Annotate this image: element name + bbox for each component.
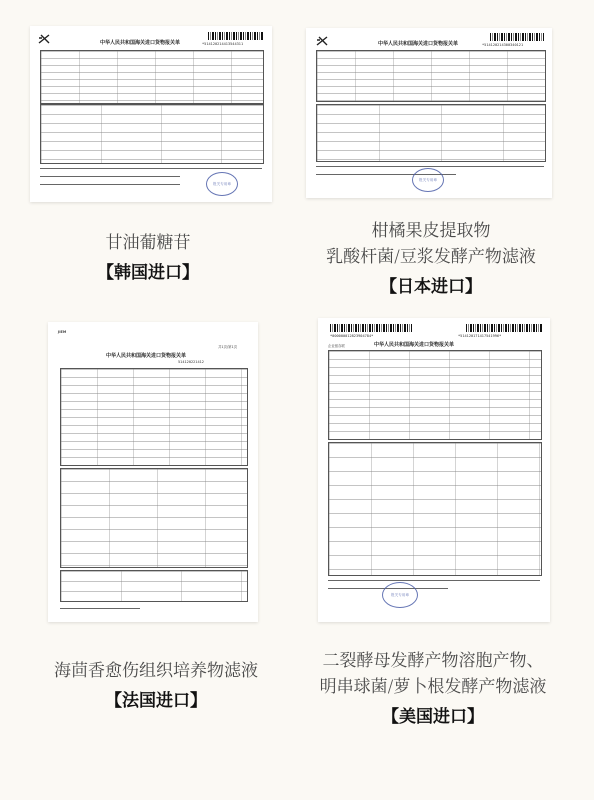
barcode: [490, 33, 544, 41]
customs-declaration-usa: [318, 318, 550, 622]
goods-table: [60, 468, 248, 568]
customs-declaration-france: [48, 322, 258, 622]
origin-label: 【法国进口】: [105, 691, 207, 711]
document-title: 中华人民共和国海关进口货物报关单: [374, 342, 455, 348]
document-title: 中华人民共和国海关进口货物报关单: [378, 41, 459, 47]
form-grid: [40, 50, 264, 104]
goods-table: [316, 104, 546, 162]
goods-table: [328, 442, 542, 576]
product-caption: [30, 660, 282, 682]
product-caption: [40, 232, 256, 254]
origin-label: 【日本进口】: [380, 277, 482, 297]
origin-label: 【韩国进口】: [97, 263, 199, 283]
customs-declaration-korea: [30, 26, 272, 202]
divider: [40, 176, 180, 177]
footer-table: [60, 570, 248, 602]
caption-line: 甘油葡糖苷: [105, 233, 191, 253]
divider: [316, 166, 544, 167]
customs-emblem-icon: [38, 34, 50, 44]
header-right: 共1页/第1页: [218, 345, 238, 349]
document-number-2: *514120171417541996*: [458, 334, 502, 338]
document-number: *514120214413544311: [202, 42, 244, 46]
form-grid: [316, 50, 546, 102]
barcode: [208, 32, 264, 40]
caption-line: 柑橘果皮提取物: [371, 221, 491, 241]
document-number: *514120214300340121: [482, 43, 524, 47]
barcode: [330, 324, 412, 332]
barcode: [466, 324, 542, 332]
caption-line: 明串球菌/萝卜根发酵产物滤液: [319, 677, 547, 697]
form-grid: [60, 368, 248, 466]
header-right: 企业留存联: [328, 344, 345, 348]
document-title: 中华人民共和国海关进口货物报关单: [100, 40, 181, 46]
customs-stamp: 报关专用章: [206, 172, 238, 196]
customs-stamp: 报关专用章: [382, 582, 418, 608]
caption-line: 海茴香愈伤组织培养物滤液: [54, 661, 258, 681]
caption-line: 二裂酵母发酵产物溶胞产物、: [322, 651, 544, 671]
customs-emblem-icon: [316, 36, 328, 46]
goods-table: [40, 104, 264, 164]
customs-stamp: 报关专用章: [412, 168, 444, 192]
divider: [40, 168, 262, 169]
form-grid: [328, 350, 542, 440]
origin-label: 【美国进口】: [382, 707, 484, 727]
caption-line: 乳酸杆菌/豆浆发酵产物滤液: [326, 247, 536, 267]
divider: [40, 184, 180, 185]
divider: [60, 608, 140, 609]
document-number: 514120221412: [178, 360, 204, 364]
document-title: 中华人民共和国海关进口货物报关单: [106, 353, 187, 359]
customs-declaration-japan: [306, 28, 552, 198]
product-caption: [300, 218, 562, 270]
document-number: *000000012823904784*: [330, 334, 374, 338]
product-caption: [296, 648, 570, 700]
divider: [328, 580, 540, 581]
header-left: JIEM: [58, 330, 67, 334]
